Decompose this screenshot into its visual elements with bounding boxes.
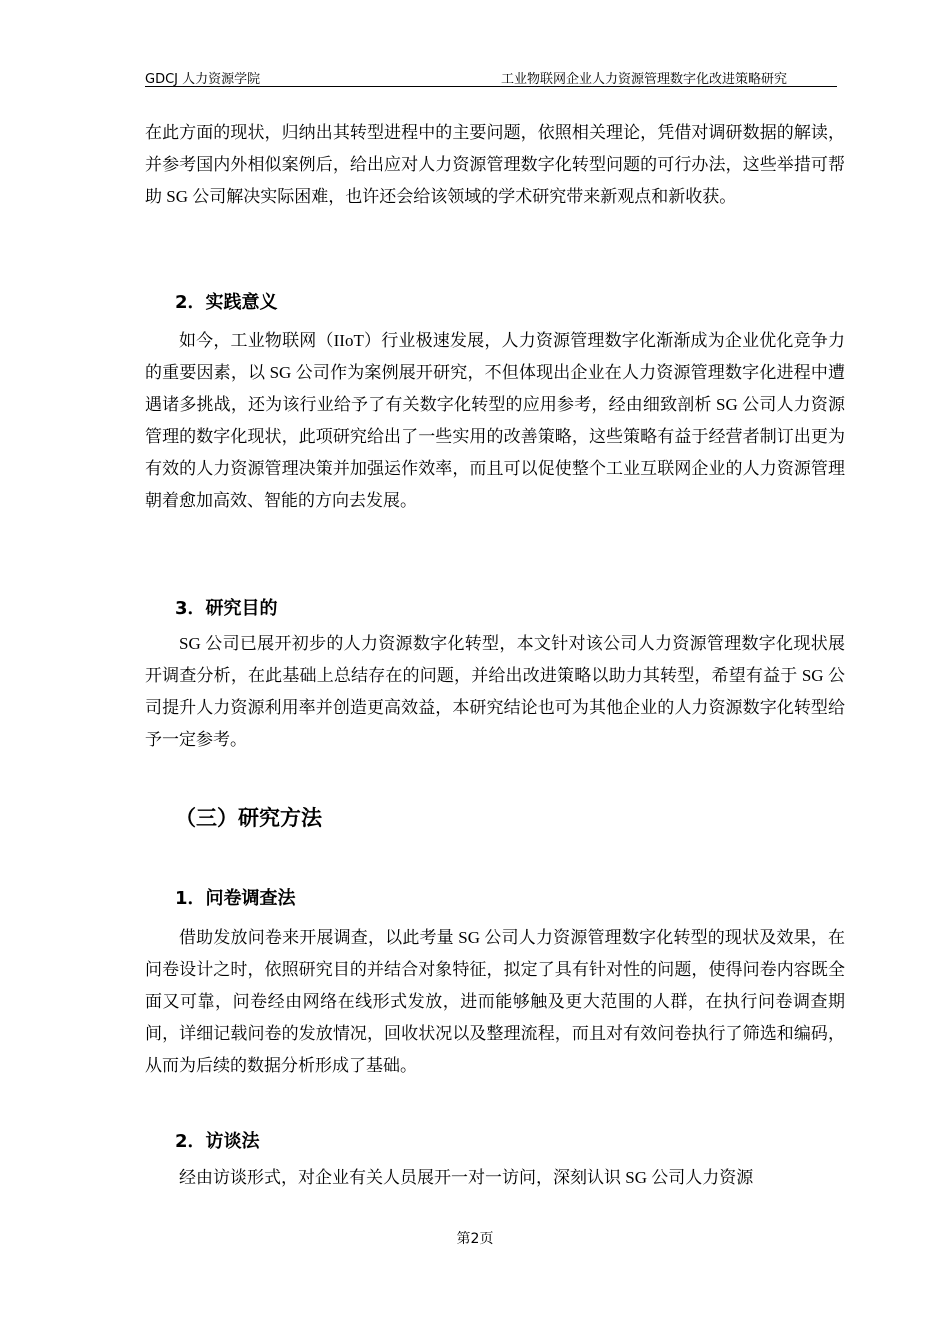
purpose-paragraph: SG 公司已展开初步的人力资源数字化转型，本文针对该公司人力资源管理数字化现状展开调查分析，在此基础上总结存在的问题，并给出改进策略以助力其转型，希望有益于 SG 公司提升人力资源利用率并创造更高效益，本研究结论也可为其他企业的人力资源数字化转型给予一定参考。 — [145, 634, 845, 749]
practical-paragraph: 如今，工业物联网（IIoT）行业极速发展，人力资源管理数字化渐渐成为企业优化竞争力的重要因素，以 SG 公司作为案例展开研究，不但体现出企业在人力资源管理数字化进程中遭遇诸多挑战，还为该行业给予了有关数字化转型的应用参考，经由细致剖析 SG 公司人力资源管理的数字化现状，此项研究给出了一些实用的改善策略，这些策略有益于经营者制订出更为有效的人力资源管理决策并加强运作效率，而且可以促使整个工业互联网企业的人力资源管理朝着愈加高效、智能的方向去发展。 — [145, 331, 845, 510]
header-title: 工业物联网企业人力资源管理数字化改进策略研究 — [500, 72, 787, 87]
heading-practical-significance: 2．实践意义 — [175, 292, 278, 313]
heading-research-methods: （三）研究方法 — [175, 806, 322, 830]
intro-paragraph: 在此方面的现状，归纳出其转型进程中的主要问题，依照相关理论，凭借对调研数据的解读，并参考国内外相似案例后，给出应对人力资源管理数字化转型问题的可行办法，这些举措可帮助 SG 公司解决实际困难，也许还会给该领域的学术研究带来新观点和新收获。 — [145, 123, 845, 206]
page-number: 第2页 — [456, 1231, 494, 1247]
heading-interview-method: 2．访谈法 — [175, 1131, 260, 1152]
questionnaire-paragraph: 借助发放问卷来开展调查，以此考量 SG 公司人力资源管理数字化转型的现状及效果，在问卷设计之时，依照研究目的并结合对象特征，拟定了具有针对性的问题，使得问卷内容既全面又可靠，问卷经由网络在线形式发放，进而能够触及更大范围的人群，在执行问卷调查期间，详细记载问卷的发放情况，回收状况以及整理流程，而且对有效问卷执行了筛选和编码，从而为后续的数据分析形成了基础。 — [145, 928, 845, 1075]
heading-research-purpose: 3．研究目的 — [175, 598, 278, 619]
header-divider — [145, 86, 837, 87]
running-header — [145, 68, 837, 88]
interview-paragraph: 经由访谈形式，对企业有关人员展开一对一访问，深刻认识 SG 公司人力资源 — [179, 1168, 754, 1187]
heading-questionnaire-method: 1．问卷调查法 — [175, 888, 296, 909]
header-institution: GDCJ 人力资源学院 — [145, 72, 261, 87]
